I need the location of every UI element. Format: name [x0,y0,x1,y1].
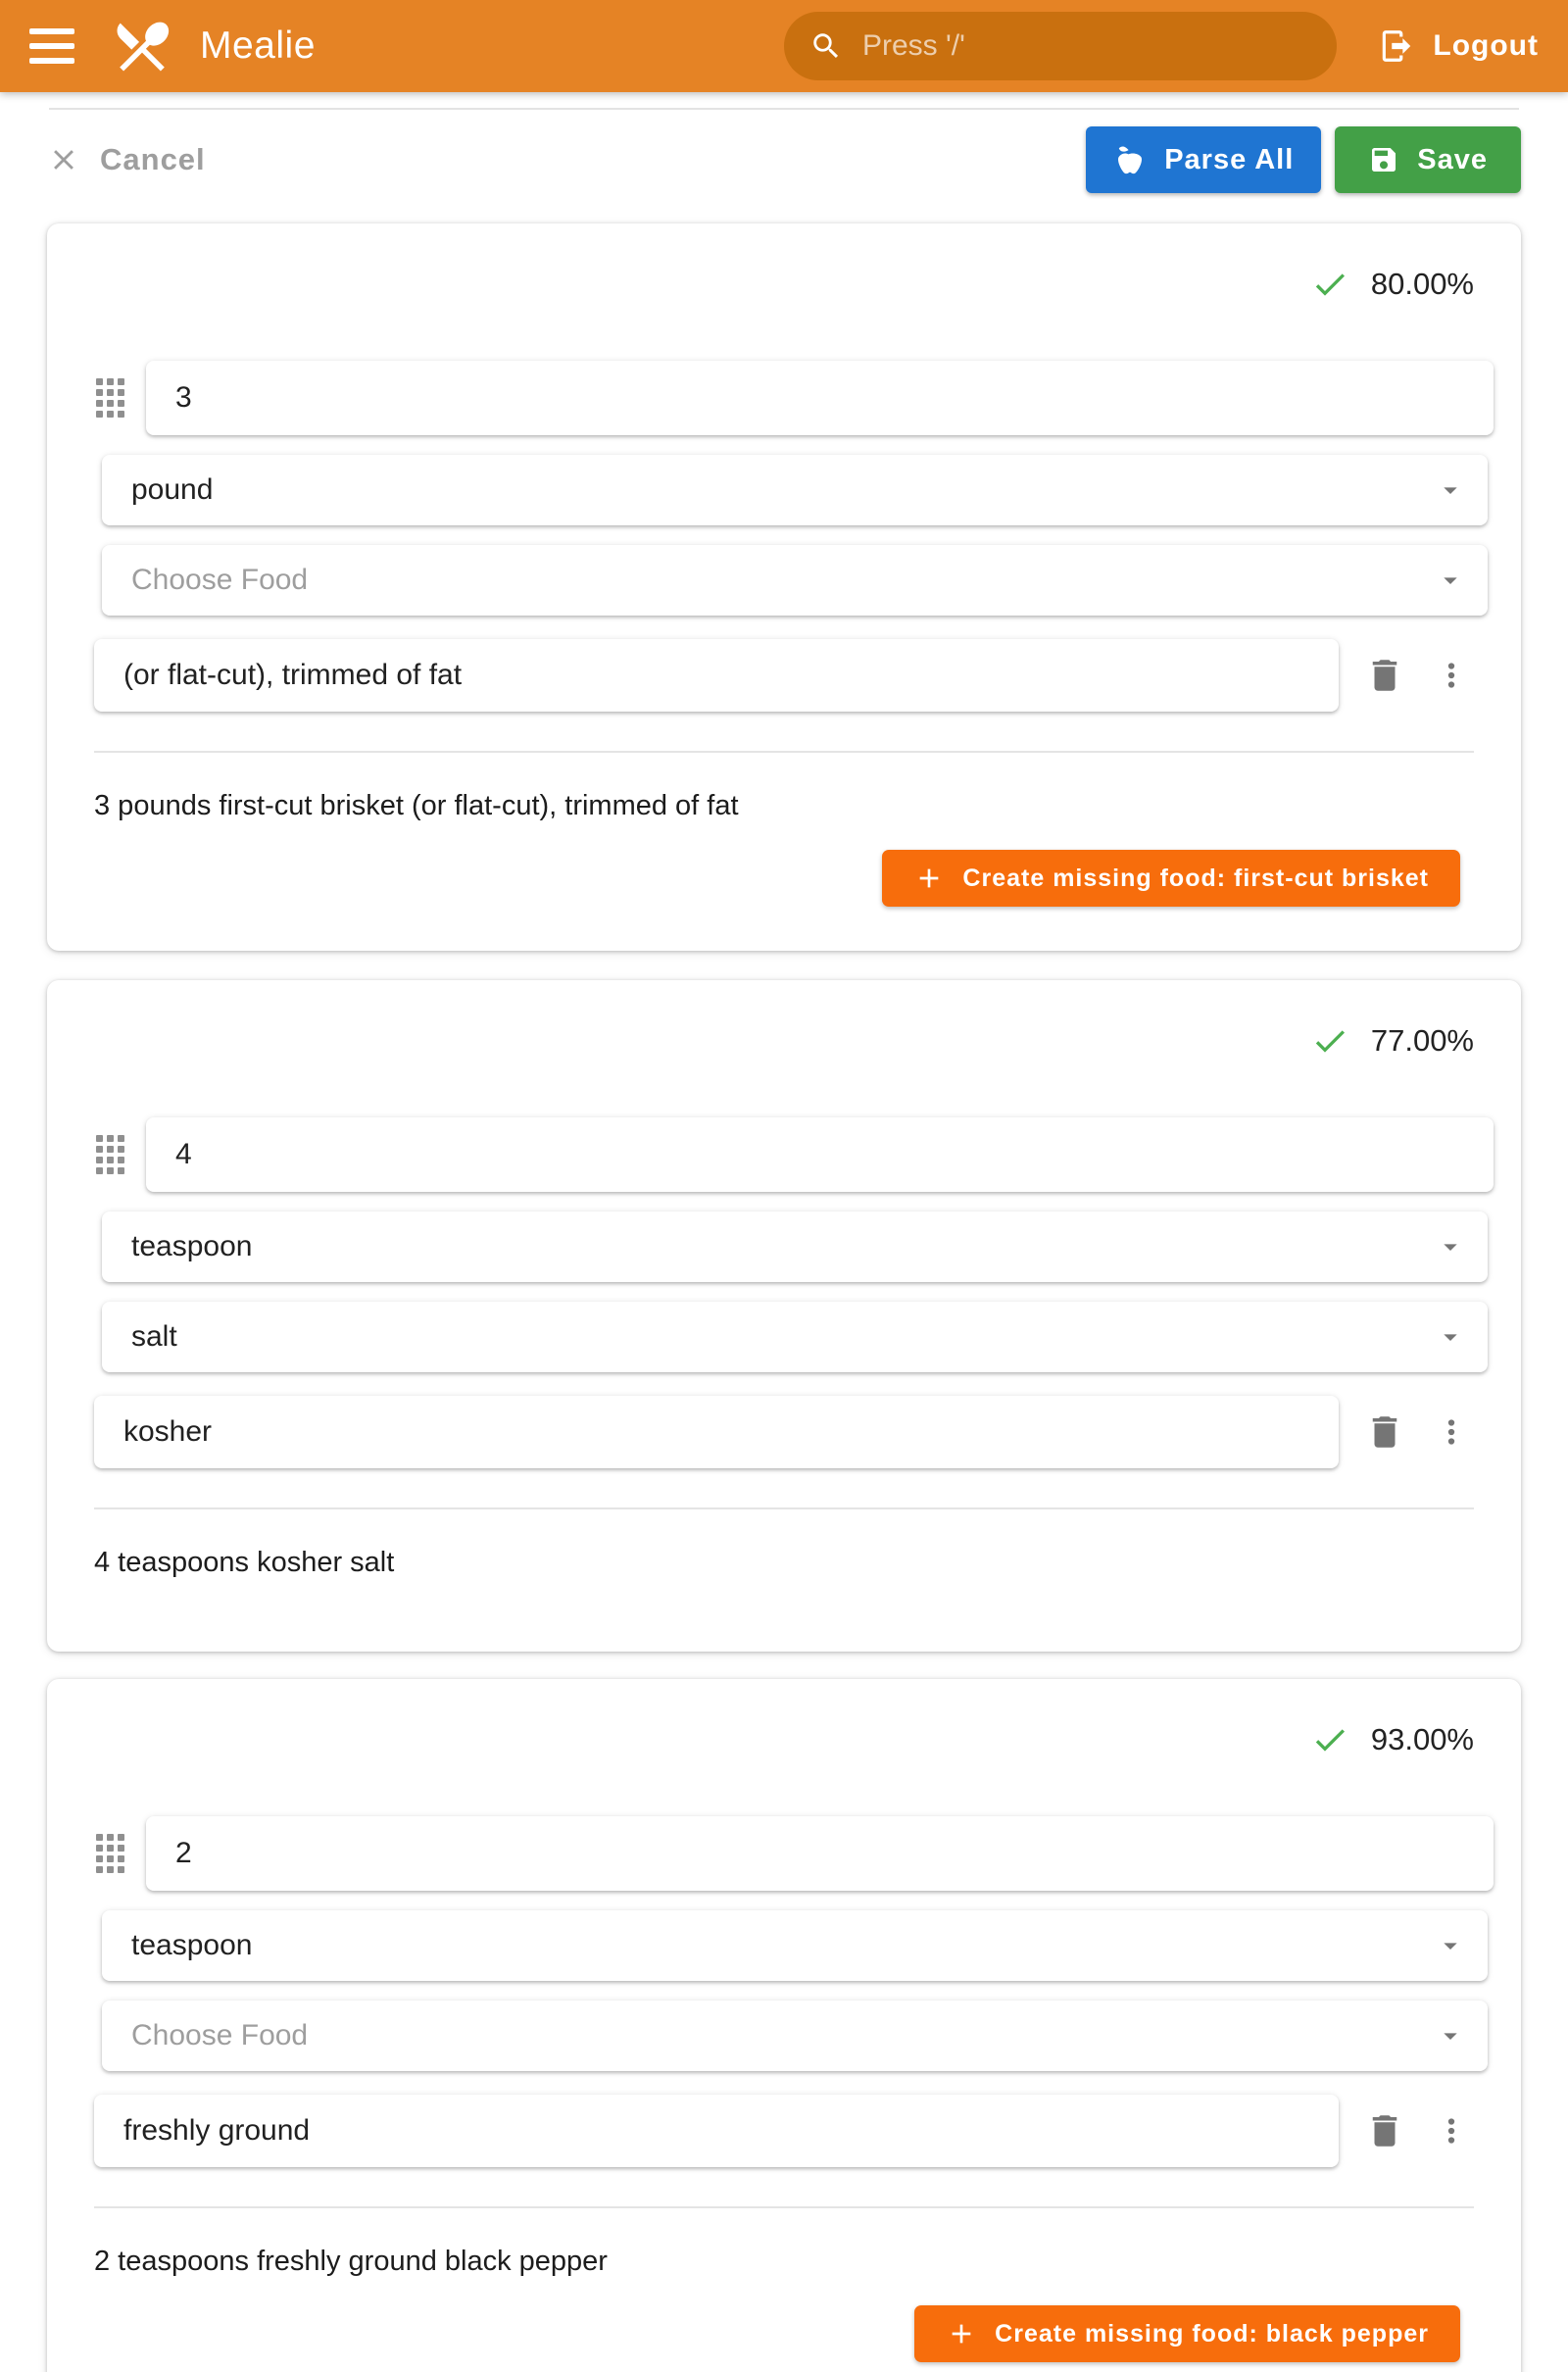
confidence-badge [47,1679,1521,1759]
app-title: Mealie [200,25,316,67]
apple-icon [1113,143,1147,176]
food-value: salt [131,1320,177,1353]
note-field [94,2095,1339,2167]
chevron-down-icon [1435,474,1466,506]
confidence-value: 77.00% [1370,1023,1474,1058]
create-missing-food-label: Create missing food: first-cut brisket [962,864,1429,892]
cancel-label: Cancel [100,142,206,176]
unit-select[interactable] [102,1211,1488,1282]
unit-value: pound [131,473,214,506]
close-icon [47,143,80,176]
original-ingredient-text: 3 pounds first-cut brisket (or flat-cut), trimmed of fat [94,790,739,821]
mealie-logo-icon [110,14,174,78]
quantity-field [146,361,1494,435]
food-select[interactable] [102,2001,1488,2071]
divider [94,2206,1474,2208]
delete-button[interactable] [1360,2106,1409,2155]
parse-all-button[interactable] [1086,126,1321,193]
ingredient-card [47,1679,1521,2372]
note-input[interactable] [123,1415,1309,1449]
drag-handle-icon[interactable] [96,378,124,418]
check-icon [1310,1021,1349,1061]
unit-select[interactable] [102,455,1488,525]
drag-handle-icon[interactable] [96,1834,124,1873]
note-input[interactable] [123,659,1309,692]
more-options-button[interactable] [1429,653,1474,698]
more-options-button[interactable] [1429,2108,1474,2153]
confidence-value: 80.00% [1370,267,1474,301]
logout-icon [1378,27,1415,65]
unit-value: teaspoon [131,1230,253,1262]
create-missing-food-button[interactable] [914,2305,1460,2362]
editor-toolbar [47,125,1521,194]
food-placeholder: Choose Food [131,2019,309,2051]
quantity-field [146,1816,1494,1891]
logout-button[interactable] [1378,0,1539,92]
food-placeholder: Choose Food [131,564,309,596]
search-bar[interactable] [784,12,1337,80]
chevron-down-icon [1435,2020,1466,2051]
quantity-input[interactable] [175,1837,1464,1870]
ingredient-card [47,223,1521,951]
quantity-input[interactable] [175,1138,1464,1171]
check-icon [1310,1720,1349,1759]
more-options-button[interactable] [1429,1409,1474,1455]
save-icon [1368,144,1399,175]
header-divider [49,108,1519,110]
parse-all-label: Parse All [1164,143,1295,175]
delete-button[interactable] [1360,651,1409,700]
food-select[interactable] [102,1302,1488,1372]
search-icon [809,29,843,63]
save-label: Save [1417,143,1488,175]
unit-select[interactable] [102,1910,1488,1981]
unit-value: teaspoon [131,1929,253,1961]
drag-handle-icon[interactable] [96,1135,124,1174]
original-ingredient-text: 2 teaspoons freshly ground black pepper [94,2246,608,2277]
divider [94,1507,1474,1509]
logout-label: Logout [1433,29,1539,62]
note-input[interactable] [123,2114,1309,2148]
plus-icon [946,2318,977,2349]
quantity-field [146,1117,1494,1192]
note-field [94,639,1339,712]
original-ingredient-text: 4 teaspoons kosher salt [94,1547,395,1578]
chevron-down-icon [1435,1930,1466,1961]
quantity-input[interactable] [175,381,1464,415]
ingredient-card [47,980,1521,1652]
create-missing-food-label: Create missing food: black pepper [995,2319,1429,2347]
search-input[interactable] [862,29,1311,63]
food-select[interactable] [102,545,1488,616]
hamburger-menu-icon[interactable] [29,28,74,64]
cancel-button[interactable] [47,142,206,177]
plus-icon [913,863,945,894]
check-icon [1310,265,1349,304]
chevron-down-icon [1435,1231,1466,1262]
app-bar [0,0,1568,92]
save-button[interactable] [1335,126,1521,193]
confidence-badge [47,980,1521,1061]
delete-button[interactable] [1360,1408,1409,1457]
chevron-down-icon [1435,565,1466,596]
create-missing-food-button[interactable] [882,850,1460,907]
chevron-down-icon [1435,1321,1466,1353]
confidence-badge [47,223,1521,304]
divider [94,751,1474,753]
note-field [94,1396,1339,1468]
confidence-value: 93.00% [1370,1722,1474,1756]
